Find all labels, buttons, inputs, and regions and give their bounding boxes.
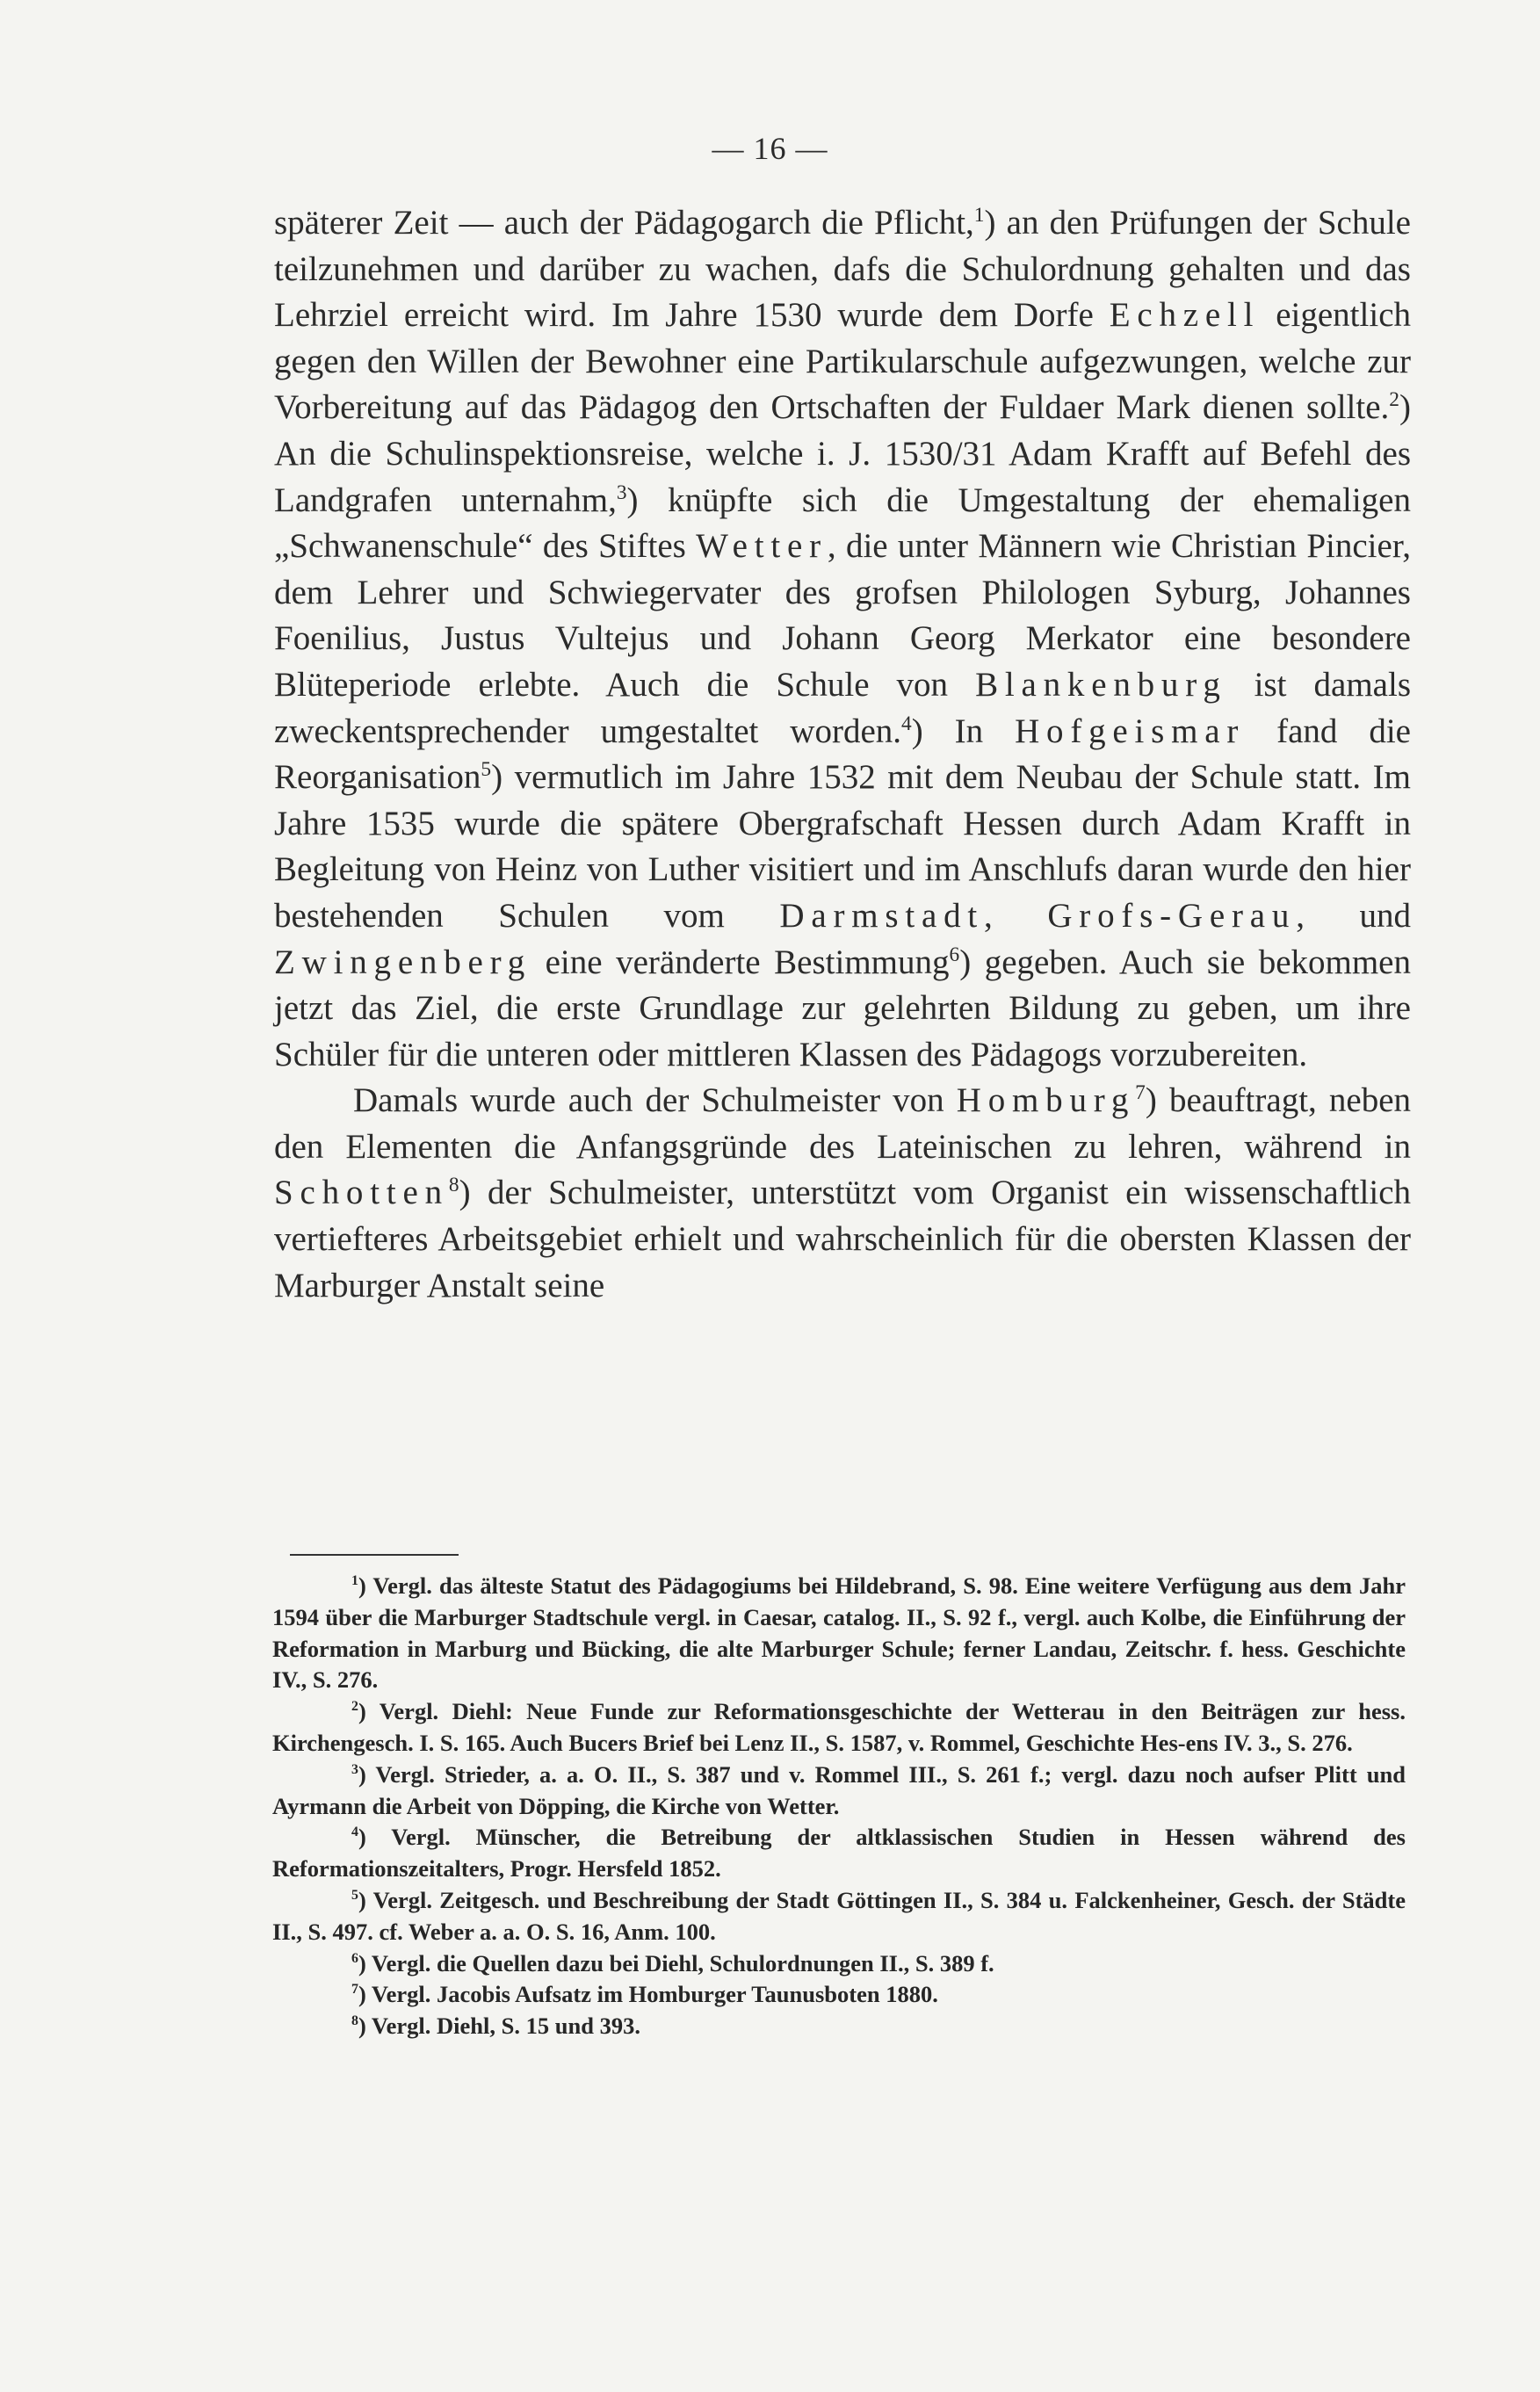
place-name-blankenburg: Blankenburg [975, 665, 1227, 704]
footnote-mark: 6 [351, 1950, 358, 1966]
text-run: eigentlich gegen den Willen der Bewohner eine Partikularschule aufgezwungen, welche zur Vorbereitung auf das Pädagog den Ortschaften der Fuldaer Mark dienen sollte. [274, 296, 1411, 427]
text-run: ) In [911, 712, 1016, 750]
footnote-ref-1: 1 [973, 204, 985, 227]
footnote-ref-2: 2 [1389, 388, 1399, 412]
text-run: ) gegeben. Auch sie bekommen jetzt das Ziel, die erste Grundlage zur gelehrten Bildung zu geben, um ihre Schüler für die unteren oder mittleren Klassen des Pädagogs vorzubereiten. [274, 943, 1411, 1073]
place-name-gross-gerau: Grofs-Gerau [1047, 896, 1297, 935]
footnote-text: ) Vergl. Diehl: Neue Funde zur Reformationsgeschichte der Wetterau in den Beiträgen zur hess. Kirchengesch. I. S. 165. Auch Bucers Brief bei Lenz II., S. 1587, v. Rommel, Geschichte Hes-ens IV. 3., S. 276. [272, 1698, 1406, 1756]
footnote-ref-5: 5 [481, 758, 492, 782]
text-run: ) An die Schulinspektionsreise, welche i. J. 1530/31 Adam Krafft auf Befehl des Landgrafen unternahm, [274, 388, 1411, 519]
footnote-ref-7: 7 [1135, 1081, 1146, 1105]
footnote-mark: 3 [351, 1761, 358, 1777]
paragraph-2 [274, 1078, 1411, 1309]
text-run: ) beauftragt, neben den Elementen die Anfangsgründe des Lateinischen zu lehren, während in [274, 1081, 1411, 1166]
text-run: ) knüpfte sich die Umgestaltung der ehemaligen „Schwanenschule“ des Stiftes [274, 481, 1411, 566]
footnote-ref-6: 6 [949, 943, 960, 966]
footnotes [272, 1571, 1406, 2042]
footnote-text: ) Vergl. Strieder, a. a. O. II., S. 387 und v. Rommel III., S. 261 f.; vergl. dazu noch aufser Plitt und Ayrmann die Arbeit von Döpping, die Kirche von Wetter. [272, 1760, 1406, 1819]
text-run: Damals wurde auch der Schulmeister von [353, 1081, 957, 1120]
footnote-ref-4: 4 [901, 712, 912, 735]
text-run: späterer Zeit — auch der Pädagogarch die Pflicht, [274, 204, 974, 242]
text-run: , [984, 896, 1048, 935]
text-run: ist damals zweckentsprechender umgestaltet worden. [274, 665, 1411, 750]
footnote-1 [272, 1571, 1406, 1696]
text-run: , und [1296, 896, 1412, 935]
main-text [274, 200, 1411, 1309]
footnote-text: ) Vergl. Jacobis Aufsatz im Homburger Taunusboten 1880. [358, 1981, 938, 2008]
text-run: ) der Schulmeister, unterstützt vom Organist ein wissenschaftlich vertiefteres Arbeitsgebiet erhielt und wahrscheinlich für die obersten Klassen der Marburger Anstalt seine [274, 1174, 1411, 1304]
text-run: , die unter Männern wie Christian Pincier, dem Lehrer und Schwiegervater des grofsen Philologen Syburg, Johannes Foenilius, Justus Vultejus und Johann Georg Merkator eine besondere Blüteperiode erlebte. Auch die Schule von [274, 527, 1411, 704]
footnote-mark: 5 [351, 1888, 358, 1904]
place-name-echzell: Echzell [1109, 296, 1261, 335]
footnote-8 [272, 2011, 1406, 2042]
footnote-mark: 2 [351, 1699, 358, 1715]
text-run: ) vermutlich im Jahre 1532 mit dem Neubau der Schule statt. Im Jahre 1535 wurde die spätere Obergrafschaft Hessen durch Adam Krafft in Begleitung von Heinz von Luther visitiert und im Anschlufs daran wurde den hier bestehenden Schulen vom [274, 758, 1411, 935]
footnote-4 [272, 1822, 1406, 1885]
footnote-separator [290, 1554, 459, 1556]
footnote-2 [272, 1696, 1406, 1760]
footnote-3 [272, 1760, 1406, 1823]
paragraph-1 [274, 200, 1411, 1078]
place-name-hofgeismar: Hofgeismar [1015, 712, 1246, 750]
place-name-homburg: Homburg [956, 1081, 1136, 1120]
footnote-text: ) Vergl. Zeitgesch. und Beschreibung der Stadt Göttingen II., S. 384 u. Falckenheiner, Gesch. der Städte II., S. 497. cf. Weber a. a. O. S. 16, Anm. 100. [272, 1886, 1406, 1945]
footnote-mark: 1 [351, 1573, 358, 1589]
footnote-ref-3: 3 [616, 481, 627, 504]
text-run: ) an den Prüfungen der Schule teilzunehmen und darüber zu wachen, dafs die Schulordnung gehalten und das Lehrziel erreicht wird. Im Jahre 1530 wurde dem Dorfe [274, 204, 1411, 335]
footnote-text: ) Vergl. Münscher, die Betreibung der altklassischen Studien in Hessen während des Reformationszeitalters, Progr. Hersfeld 1852. [272, 1824, 1406, 1883]
place-name-schotten: Schotten [274, 1174, 449, 1212]
page-number: — 16 — [712, 131, 828, 166]
footnote-text: ) Vergl. Diehl, S. 15 und 393. [358, 2013, 640, 2040]
text-run: eine veränderte Bestimmung [531, 943, 950, 981]
footnote-mark: 8 [351, 2013, 358, 2029]
place-name-darmstadt: Darmstadt [779, 896, 985, 935]
footnote-text: ) Vergl. die Quellen dazu bei Diehl, Schulordnungen II., S. 389 f. [358, 1949, 994, 1976]
footnote-ref-8: 8 [448, 1174, 459, 1197]
footnote-7 [272, 1979, 1406, 2011]
footnote-5 [272, 1885, 1406, 1948]
place-name-zwingenberg: Zwingenberg [274, 943, 532, 981]
place-name-wetter: Wetter [696, 527, 828, 566]
footnote-mark: 7 [351, 1982, 358, 1998]
text-run: fand die Reorganisation [274, 712, 1411, 797]
footnote-6 [272, 1948, 1406, 1980]
footnote-text: ) Vergl. das älteste Statut des Pädagogiums bei Hildebrand, S. 98. Eine weitere Verfügung aus dem Jahr 1594 über die Marburger Stadtschule vergl. in Caesar, catalog. II., S. 92 f., vergl. auch Kolbe, die Einführung der Reformation in Marburg und Bücking, die alte Marburger Schule; ferner Landau, Zeitschr. f. hess. Geschichte IV., S. 276. [272, 1572, 1406, 1694]
footnote-mark: 4 [351, 1825, 358, 1840]
